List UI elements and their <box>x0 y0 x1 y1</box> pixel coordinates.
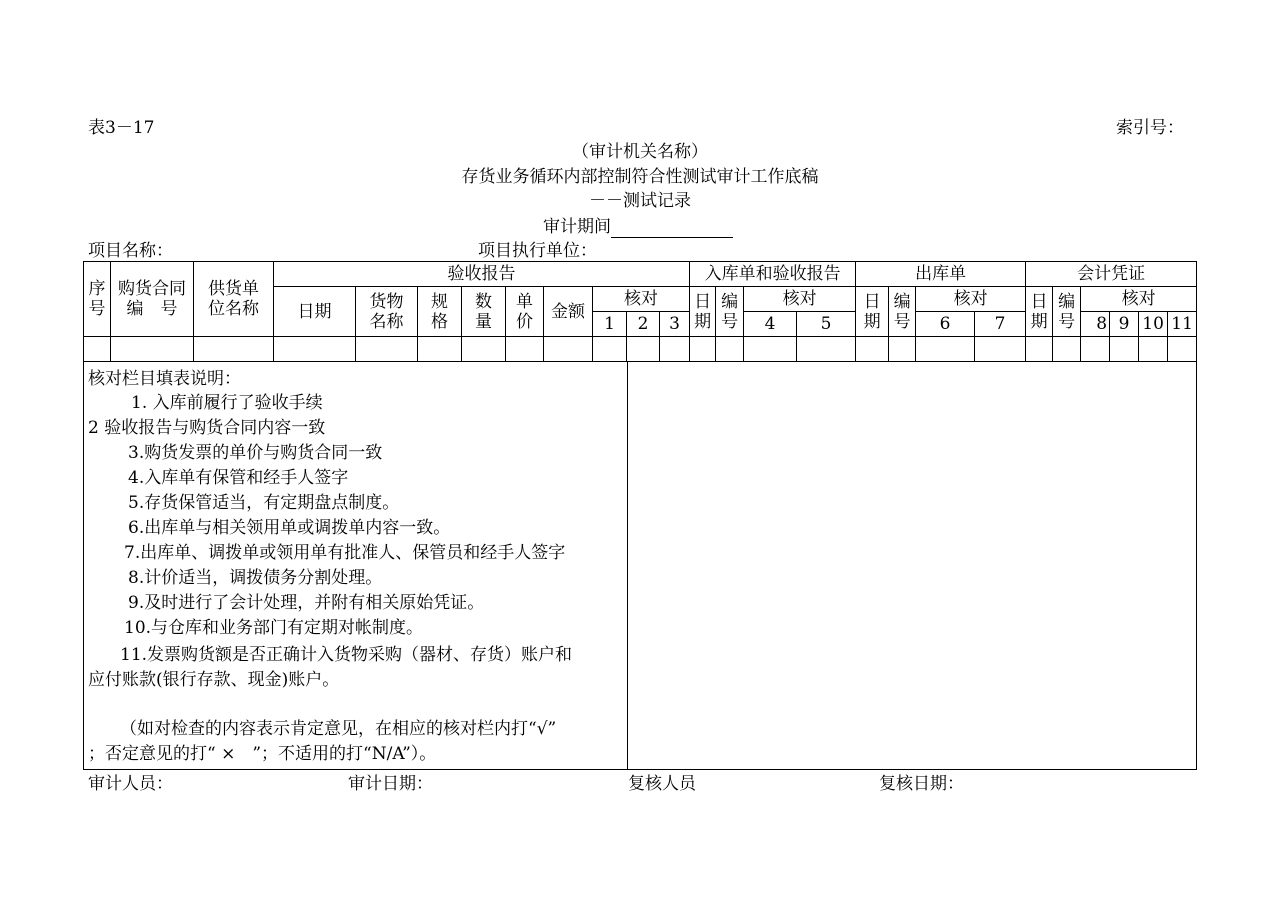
empty-cell[interactable] <box>1053 337 1081 362</box>
empty-cell[interactable] <box>856 337 889 362</box>
empty-cell[interactable] <box>1081 337 1110 362</box>
agency-name: （审计机关名称） <box>572 142 708 162</box>
empty-cell[interactable] <box>356 337 418 362</box>
instruction-line-2: ；否定意见的打“ × ”；不适用的打“N/A”）。 <box>88 744 437 764</box>
test-record-table <box>83 261 1197 362</box>
exec-unit-label: 项目执行单位： <box>478 241 597 261</box>
audit-period-blank <box>611 219 733 238</box>
empty-cell[interactable] <box>1110 337 1139 362</box>
out-number-header: 编号 <box>889 287 916 337</box>
acceptance-check-header: 核对 <box>593 287 690 312</box>
note-item: 5.存货保管适当，有定期盘点制度。 <box>128 493 400 513</box>
empty-cell[interactable] <box>744 337 797 362</box>
notes-heading: 核对栏目填表说明： <box>88 369 241 389</box>
empty-cell[interactable] <box>716 337 744 362</box>
acceptance-report-header: 验收报告 <box>274 262 690 287</box>
auditor-label: 审计人员： <box>88 774 173 794</box>
empty-cell[interactable] <box>690 337 716 362</box>
note-item: 9.及时进行了会计处理，并附有相关原始凭证。 <box>128 593 485 613</box>
notes-left-panel <box>84 362 628 769</box>
empty-cell[interactable] <box>1139 337 1168 362</box>
amount-header: 金额 <box>544 287 593 337</box>
out-check-header: 核对 <box>916 287 1026 312</box>
check-col-8: 8 <box>1081 312 1110 337</box>
quantity-header: 数量 <box>462 287 506 337</box>
voucher-date-header: 日期 <box>1026 287 1053 337</box>
table-row <box>84 337 1197 362</box>
check-col-1: 1 <box>593 312 627 337</box>
note-item: 8.计价适当，调拨债务分割处理。 <box>128 568 383 588</box>
in-check-header: 核对 <box>744 287 856 312</box>
voucher-check-header: 核对 <box>1081 287 1197 312</box>
index-label: 索引号： <box>1116 118 1184 138</box>
note-item: 10.与仓库和业务部门有定期对帐制度。 <box>124 618 424 638</box>
review-date-label: 复核日期： <box>879 774 964 794</box>
empty-cell[interactable] <box>1168 337 1197 362</box>
warehouse-in-header: 入库单和验收报告 <box>690 262 856 287</box>
note-item: 应付账款(银行存款、现金)账户。 <box>88 670 340 690</box>
empty-cell[interactable] <box>462 337 506 362</box>
notes-section <box>83 362 1197 770</box>
check-col-2: 2 <box>627 312 660 337</box>
instruction-line-1: （如对检查的内容表示肯定意见，在相应的核对栏内打“√” <box>120 719 557 739</box>
project-name-label: 项目名称： <box>88 241 173 261</box>
check-col-11: 11 <box>1168 312 1197 337</box>
empty-cell[interactable] <box>975 337 1026 362</box>
empty-cell[interactable] <box>1026 337 1053 362</box>
empty-cell[interactable] <box>797 337 856 362</box>
in-number-header: 编号 <box>716 287 744 337</box>
note-item: 7.出库单、调拨单或领用单有批准人、保管员和经手人签字 <box>124 543 566 563</box>
supplier-header: 供货单位名称 <box>194 262 274 337</box>
check-col-4: 4 <box>744 312 797 337</box>
note-item: 3.购货发票的单价与购货合同一致 <box>128 443 383 463</box>
audit-period-label: 审计期间 <box>543 217 611 237</box>
empty-cell[interactable] <box>593 337 627 362</box>
unit-price-header: 单价 <box>506 287 544 337</box>
note-item: 1. 入库前履行了验收手续 <box>131 393 323 413</box>
check-col-7: 7 <box>975 312 1026 337</box>
empty-cell[interactable] <box>418 337 462 362</box>
empty-cell[interactable] <box>544 337 593 362</box>
out-date-header: 日期 <box>856 287 889 337</box>
audit-period <box>543 216 733 238</box>
note-item: 2 验收报告与购货合同内容一致 <box>88 418 326 438</box>
table-number: 表3－17 <box>88 118 155 138</box>
audit-date-label: 审计日期： <box>348 774 433 794</box>
note-item: 11.发票购货额是否正确计入货物采购（器材、存货）账户和 <box>120 645 573 665</box>
in-date-header: 日期 <box>690 287 716 337</box>
seq-header: 序号 <box>84 262 111 337</box>
empty-cell[interactable] <box>84 337 111 362</box>
check-col-6: 6 <box>916 312 975 337</box>
voucher-number-header: 编号 <box>1053 287 1081 337</box>
contract-no-header: 购货合同 编 号 <box>111 262 194 337</box>
empty-cell[interactable] <box>660 337 690 362</box>
check-col-3: 3 <box>660 312 690 337</box>
date-header: 日期 <box>274 287 356 337</box>
note-item: 4.入库单有保管和经手人签字 <box>128 468 349 488</box>
goods-name-header: 货物名称 <box>356 287 418 337</box>
page-subtitle: －－测试记录 <box>589 191 691 211</box>
empty-cell[interactable] <box>111 337 194 362</box>
warehouse-out-header: 出库单 <box>856 262 1026 287</box>
voucher-header: 会计凭证 <box>1026 262 1197 287</box>
check-col-10: 10 <box>1139 312 1168 337</box>
empty-cell[interactable] <box>194 337 274 362</box>
reviewer-label: 复核人员 <box>628 774 696 794</box>
check-col-5: 5 <box>797 312 856 337</box>
empty-cell[interactable] <box>889 337 916 362</box>
page-title: 存货业务循环内部控制符合性测试审计工作底稿 <box>461 167 819 187</box>
empty-cell[interactable] <box>274 337 356 362</box>
note-item: 6.出库单与相关领用单或调拨单内容一致。 <box>128 518 451 538</box>
empty-cell[interactable] <box>916 337 975 362</box>
empty-cell[interactable] <box>506 337 544 362</box>
check-col-9: 9 <box>1110 312 1139 337</box>
empty-cell[interactable] <box>627 337 660 362</box>
spec-header: 规格 <box>418 287 462 337</box>
